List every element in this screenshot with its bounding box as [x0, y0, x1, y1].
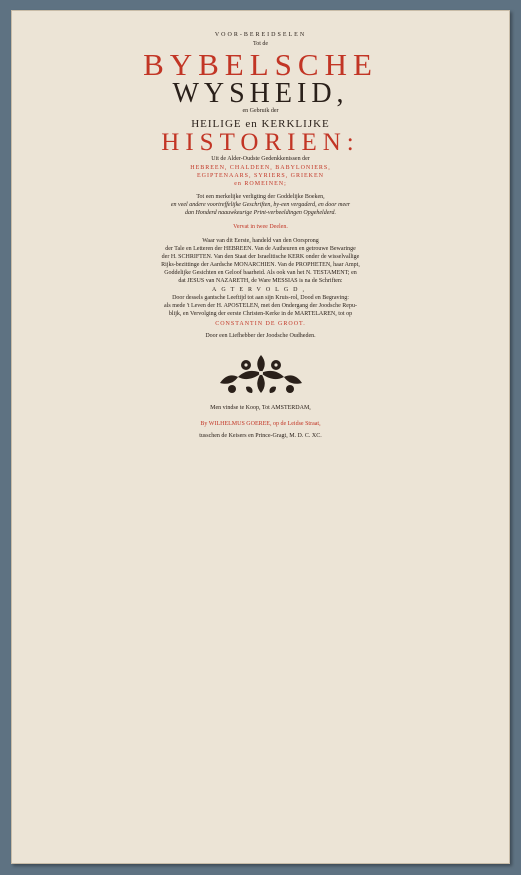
- heading-constantin-de-groot: CONSTANTIN DE GROOT.: [215, 321, 306, 327]
- line-tot-de: Tot de: [252, 41, 269, 47]
- body-line-6: Door dessels gantsche Leeftijd tot aan sijn Kruis-rol, Dood en Begraving:: [172, 295, 349, 301]
- title-page-sheet: [11, 10, 510, 864]
- imprint-address-date: tusschen de Keisers en Prince-Gragt, M. D. C. XC.: [199, 433, 322, 439]
- line-alder-oudste: Uit de Alder-Oudste Gedenkkenissen der: [211, 156, 310, 162]
- line-veel-andere: en veel andere voortreffelijke Geschriften, by-een vergaderd, en door meer: [170, 202, 351, 208]
- peoples-line-2: EGIPTENAARS, SYRIERS, GRIEKEN: [196, 173, 324, 179]
- line-liefhebber: Door een Liefhebber der Joodsche Oudheden.: [205, 333, 316, 339]
- heading-heilige-kerklijke: HEILIGE en KERKLIJKE: [191, 118, 330, 130]
- heading-voor-bereidselen: VOOR-BEREIDSELEN: [214, 32, 307, 38]
- peoples-line-1: HEBREEN, CHALDEEN, BABYLONIERS,: [190, 165, 331, 171]
- body-line-3: Rijks-bezittinge der Aardsche MONARCHIEN. Van de PROPHETEN, haar Ampt,: [161, 262, 360, 268]
- line-vervat-twee-deelen: Vervat in twee Deelen.: [233, 224, 288, 230]
- line-honderd-print: dan Honderd naauwkeurige Print-verbeeldingen Opgehelderd.: [184, 210, 337, 216]
- heading-historien: HISTORIEN:: [161, 129, 360, 156]
- line-waar-van-dit: Waar van dit Eerste, handeld van den Oorsprong: [202, 238, 319, 244]
- heading-wysheid: WYSHEID,: [172, 78, 349, 109]
- body-line-1: der Tale en Letteren der HEBREEN. Van de Autheuren en getrouwe Bewaringe: [165, 246, 356, 252]
- peoples-line-3: en ROMEINEN;: [234, 181, 287, 187]
- line-en-gebruik-der: en Gebruik der: [242, 108, 279, 114]
- body-line-8: blijk, en Vervolging der eerste Christen-Kerke in de MARTELAREN, tot op: [168, 311, 353, 317]
- line-men-vindse-te-koop: Men vindse te Koop, Tot AMSTERDAM,: [210, 405, 311, 411]
- body-line-7: als mede 't Leven der H. APOSTELEN, met den Ondergang der Joodsche Repu-: [164, 303, 357, 309]
- body-line-4: Goddelijke Gesichten en Geloof baarheid. Als ook van het N. TESTAMENT; en: [164, 270, 357, 276]
- heading-agtervolgd: AGTERVOLGD,: [211, 287, 309, 293]
- heading-bybelsche: BYBELSCHE: [143, 47, 378, 82]
- title-page-text: [11, 28, 510, 439]
- body-line-2: der H. SCHRIFTEN. Van den Staat der Israelitische KERK onder de wisselvallige: [161, 254, 360, 260]
- floral-vignette-ornament-icon: [216, 351, 306, 397]
- imprint-publisher: By WILHELMUS GOEREE, op de Leidse Straat,: [200, 421, 321, 427]
- line-tot-een-merkelijke: Tot een merkelijke verligting der Goddelijke Boeken,: [196, 194, 325, 200]
- body-line-5: dat JESUS van NAZARETH, de Ware MESSIAS is na de Schriften:: [178, 278, 343, 284]
